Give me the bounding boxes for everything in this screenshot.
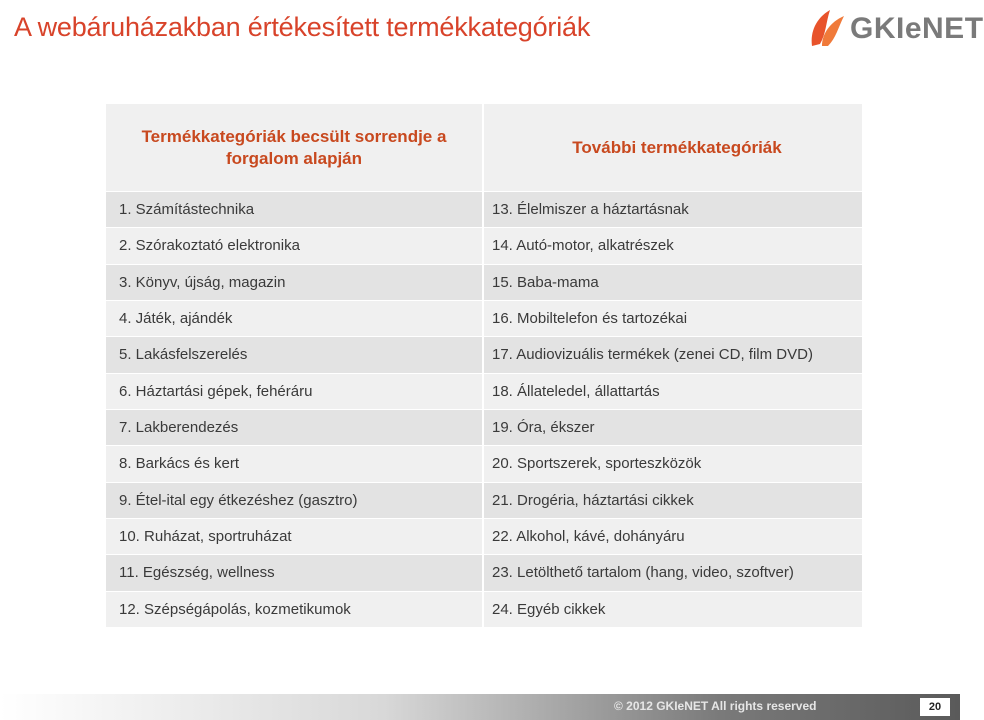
leaf-logo-icon <box>806 6 850 50</box>
right-category-item: 22. Alkohol, kávé, dohányáru <box>484 519 862 555</box>
right-category-item: 17. Audiovizuális termékek (zenei CD, film DVD) <box>484 337 862 373</box>
left-category-item: 6. Háztartási gépek, fehéráru <box>106 374 484 410</box>
footer-bar <box>0 694 960 720</box>
gkienet-logo <box>806 6 984 50</box>
right-category-item: 18. Állateledel, állattartás <box>484 374 862 410</box>
left-category-item: 9. Étel-ital egy étkezéshez (gasztro) <box>106 483 484 519</box>
left-column-header: Termékkategóriák becsült sorrendje a forgalom alapján <box>106 104 484 192</box>
right-category-item: 19. Óra, ékszer <box>484 410 862 446</box>
right-category-item: 16. Mobiltelefon és tartozékai <box>484 301 862 337</box>
left-category-item: 2. Szórakoztató elektronika <box>106 228 484 264</box>
right-category-item: 14. Autó-motor, alkatrészek <box>484 228 862 264</box>
left-category-item: 3. Könyv, újság, magazin <box>106 265 484 301</box>
copyright-text: © 2012 GKIeNET All rights reserved <box>614 699 817 713</box>
left-category-item: 12. Szépségápolás, kozmetikumok <box>106 592 484 628</box>
right-category-item: 21. Drogéria, háztartási cikkek <box>484 483 862 519</box>
left-category-item: 5. Lakásfelszerelés <box>106 337 484 373</box>
left-category-item: 1. Számítástechnika <box>106 192 484 228</box>
left-category-item: 7. Lakberendezés <box>106 410 484 446</box>
right-category-item: 24. Egyéb cikkek <box>484 592 862 628</box>
left-category-item: 8. Barkács és kert <box>106 446 484 482</box>
right-category-item: 20. Sportszerek, sporteszközök <box>484 446 862 482</box>
right-category-item: 15. Baba-mama <box>484 265 862 301</box>
page-number: 20 <box>920 698 950 716</box>
category-table <box>106 104 862 628</box>
right-category-item: 13. Élelmiszer a háztartásnak <box>484 192 862 228</box>
right-column-header: További termékkategóriák <box>484 104 862 192</box>
left-category-item: 10. Ruházat, sportruházat <box>106 519 484 555</box>
left-category-item: 4. Játék, ajándék <box>106 301 484 337</box>
right-category-item: 23. Letölthető tartalom (hang, video, szoftver) <box>484 555 862 591</box>
left-category-item: 11. Egészség, wellness <box>106 555 484 591</box>
slide-title: A webáruházakban értékesített termékkategóriák <box>14 12 591 42</box>
logo-text: GKIeNET <box>850 12 984 45</box>
